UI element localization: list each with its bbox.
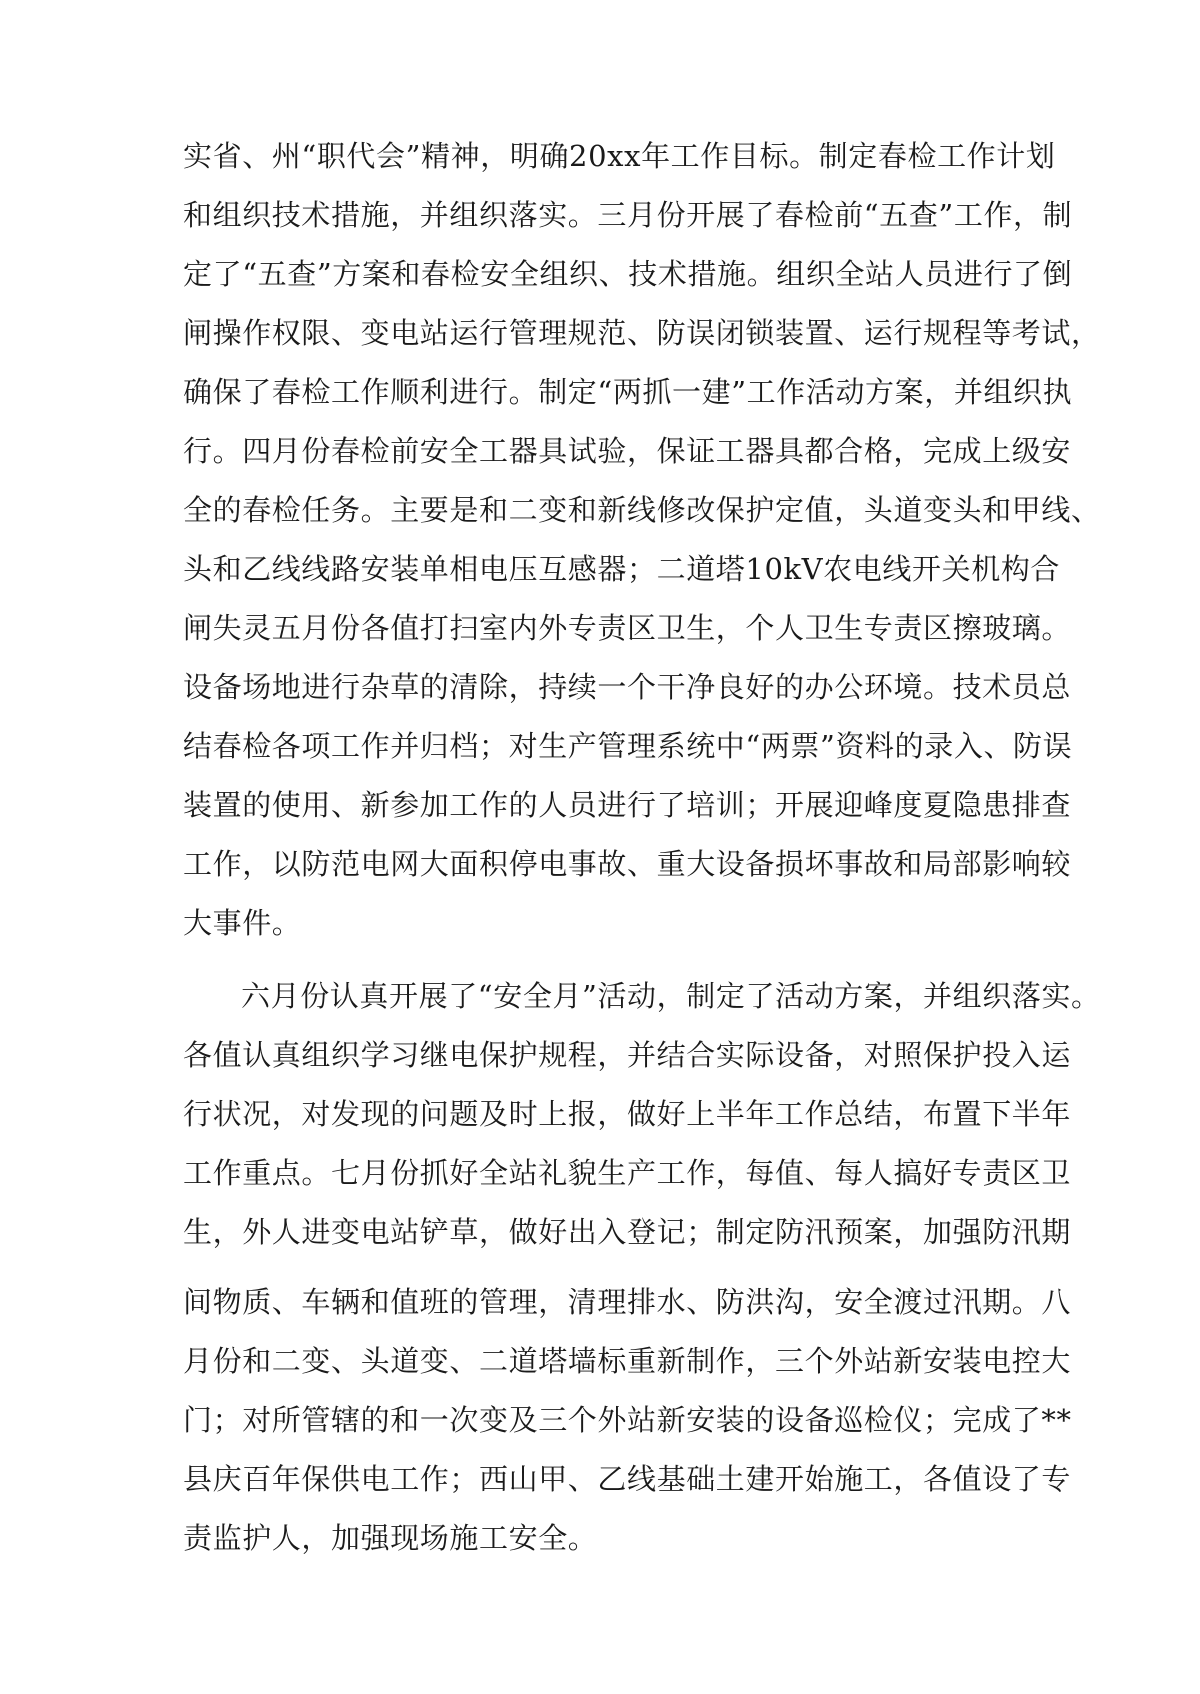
paragraph-1-line-13: 工作，以防范电网大面积停电事故、重大设备损坏事故和局部影响较 — [183, 847, 1072, 881]
paragraph-2-line-10: 责监护人，加强现场施工安全。 — [183, 1521, 598, 1555]
paragraph-2-line-8: 门；对所管辖的和一次变及三个外站新安装的设备巡检仪；完成了** — [183, 1403, 1072, 1437]
paragraph-2-line-3: 行状况，对发现的问题及时上报，做好上半年工作总结，布置下半年 — [183, 1097, 1072, 1131]
paragraph-2-line-1: 六月份认真开展了“安全月”活动，制定了活动方案，并组织落实。 — [241, 979, 1101, 1013]
paragraph-1-line-8: 头和乙线线路安装单相电压互感器；二道塔10kV农电线开关机构合 — [183, 552, 1061, 586]
paragraph-1-line-2: 和组织技术措施，并组织落实。三月份开展了春检前“五查”工作，制 — [183, 198, 1073, 232]
paragraph-1-line-11: 结春检各项工作并归档；对生产管理系统中“两票”资料的录入、防误 — [183, 729, 1073, 763]
paragraph-1-line-1: 实省、州“职代会”精神，明确20xx年工作目标。制定春检工作计划 — [183, 139, 1056, 173]
paragraph-2-line-5: 生，外人进变电站铲草，做好出入登记；制定防汛预案，加强防汛期 — [183, 1215, 1072, 1249]
paragraph-1-line-12: 装置的使用、新参加工作的人员进行了培训；开展迎峰度夏隐患排查 — [183, 788, 1072, 822]
paragraph-1-line-7: 全的春检任务。主要是和二变和新线修改保护定值，头道变头和甲线、 — [183, 493, 1101, 527]
paragraph-1-line-3: 定了“五查”方案和春检安全组织、技术措施。组织全站人员进行了倒 — [183, 257, 1073, 291]
paragraph-1-line-4: 闸操作权限、变电站运行管理规范、防误闭锁装置、运行规程等考试， — [183, 316, 1101, 350]
paragraph-1-line-6: 行。四月份春检前安全工器具试验，保证工器具都合格，完成上级安 — [183, 434, 1072, 468]
paragraph-1-line-14: 大事件。 — [183, 906, 302, 940]
paragraph-2-line-4: 工作重点。七月份抓好全站礼貌生产工作，每值、每人搞好专责区卫 — [183, 1156, 1072, 1190]
paragraph-2-line-9: 县庆百年保供电工作；西山甲、乙线基础土建开始施工，各值设了专 — [183, 1462, 1072, 1496]
paragraph-2-line-2: 各值认真组织学习继电保护规程，并结合实际设备，对照保护投入运 — [183, 1038, 1072, 1072]
paragraph-1-line-9: 闸失灵五月份各值打扫室内外专责区卫生，个人卫生专责区擦玻璃。 — [183, 611, 1072, 645]
paragraph-1-line-10: 设备场地进行杂草的清除，持续一个干净良好的办公环境。技术员总 — [183, 670, 1072, 704]
paragraph-1-line-5: 确保了春检工作顺利进行。制定“两抓一建”工作活动方案，并组织执 — [183, 375, 1073, 409]
paragraph-2-line-7: 月份和二变、头道变、二道塔墙标重新制作，三个外站新安装电控大 — [183, 1344, 1072, 1378]
paragraph-2-line-6: 间物质、车辆和值班的管理，清理排水、防洪沟，安全渡过汛期。八 — [183, 1285, 1072, 1319]
